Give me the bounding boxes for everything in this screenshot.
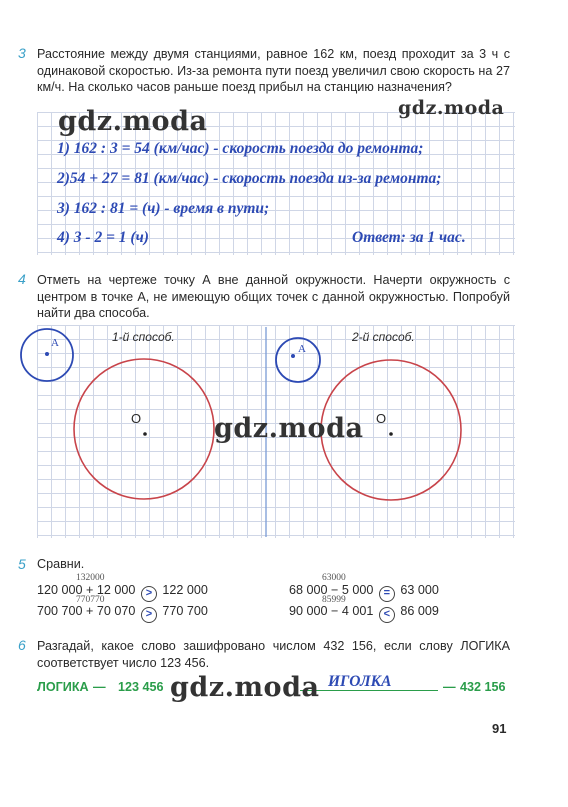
task-3-number: 3 bbox=[18, 45, 26, 61]
note-row-1: 132000 bbox=[76, 573, 105, 583]
center-dot-way2 bbox=[389, 432, 393, 436]
answer-word: ИГОЛКА bbox=[328, 673, 392, 690]
value: 122 000 bbox=[162, 583, 208, 597]
compare-row-3 bbox=[289, 583, 439, 602]
label-a-way2: A bbox=[298, 343, 306, 355]
expression: 120 000 + 12 000 bbox=[37, 583, 136, 597]
compare-sign-box[interactable]: > bbox=[141, 586, 157, 602]
solution-answer: Ответ: за 1 час. bbox=[352, 229, 466, 246]
label-o-way1: O bbox=[131, 411, 142, 426]
value: 63 000 bbox=[400, 583, 439, 597]
expression: 700 700 + 70 070 bbox=[37, 604, 136, 618]
compare-row-2 bbox=[37, 604, 208, 623]
expression: 68 000 − 5 000 bbox=[289, 583, 374, 597]
page-number: 91 bbox=[492, 721, 507, 736]
solution-step-3: 3) 162 : 81 = (ч) - время в пути; bbox=[57, 200, 270, 217]
expression: 90 000 − 4 001 bbox=[289, 604, 374, 618]
task-6-text: Разгадай, какое слово зашифровано числом 432 156, если слову ЛОГИКА соответствует число 123 456. bbox=[37, 639, 510, 670]
dash: — bbox=[93, 680, 106, 694]
dash: — bbox=[443, 680, 456, 694]
task-5-title: Сравни. bbox=[37, 557, 85, 571]
solution-step-2: 2)54 + 27 = 81 (км/час) - скорость поезда из-за ремонта; bbox=[57, 170, 442, 187]
solution-step-4: 4) 3 - 2 = 1 (ч) bbox=[57, 229, 149, 246]
compare-row-1 bbox=[37, 583, 208, 602]
code-123456: 123 456 bbox=[118, 680, 164, 694]
label-a-way1: A bbox=[51, 337, 59, 349]
task-4-number: 4 bbox=[18, 271, 26, 287]
value: 770 700 bbox=[162, 604, 208, 618]
compare-sign-box[interactable]: = bbox=[379, 586, 395, 602]
note-row-4: 85999 bbox=[322, 595, 346, 605]
given-circle-way1 bbox=[74, 359, 214, 499]
compare-sign-box[interactable]: > bbox=[141, 607, 157, 623]
caption-way-1: 1-й способ. bbox=[112, 330, 175, 344]
point-a-way1 bbox=[45, 352, 49, 356]
value: 86 009 bbox=[400, 604, 439, 618]
task-3-text: Расстояние между двумя станциями, равное 162 км, поезд проходит за 3 ч с одинаковой скоростью. Из-за ремонта пути поезд увеличил свою скорость на 27 км/ч. На сколько часов раньше поезд прибыл на станцию назначения? bbox=[37, 47, 510, 94]
watermark: gdz.moda bbox=[58, 106, 208, 137]
note-row-2: 770770 bbox=[76, 595, 105, 605]
word-logika: ЛОГИКА bbox=[37, 680, 89, 694]
caption-way-2: 2-й способ. bbox=[352, 330, 415, 344]
point-a-way2 bbox=[291, 354, 295, 358]
watermark: gdz.moda bbox=[170, 672, 320, 703]
watermark: gdz.moda bbox=[214, 413, 364, 444]
watermark: gdz.moda bbox=[398, 97, 505, 119]
compare-row-4 bbox=[289, 604, 439, 623]
center-dot-way1 bbox=[143, 432, 147, 436]
task-4-text: Отметь на чертеже точку А вне данной окружности. Начерти окружность с центром в точке А, не имеющую общих точек с данной окружностью. Попробуй найти два способа. bbox=[37, 273, 510, 320]
note-row-3: 63000 bbox=[322, 573, 346, 583]
task-5-number: 5 bbox=[18, 556, 26, 572]
code-432156: 432 156 bbox=[460, 680, 506, 694]
compare-sign-box[interactable]: < bbox=[379, 607, 395, 623]
solution-step-1: 1) 162 : 3 = 54 (км/час) - скорость поезда до ремонта; bbox=[57, 140, 424, 157]
task-6-number: 6 bbox=[18, 637, 26, 653]
label-o-way2: O bbox=[376, 411, 387, 426]
